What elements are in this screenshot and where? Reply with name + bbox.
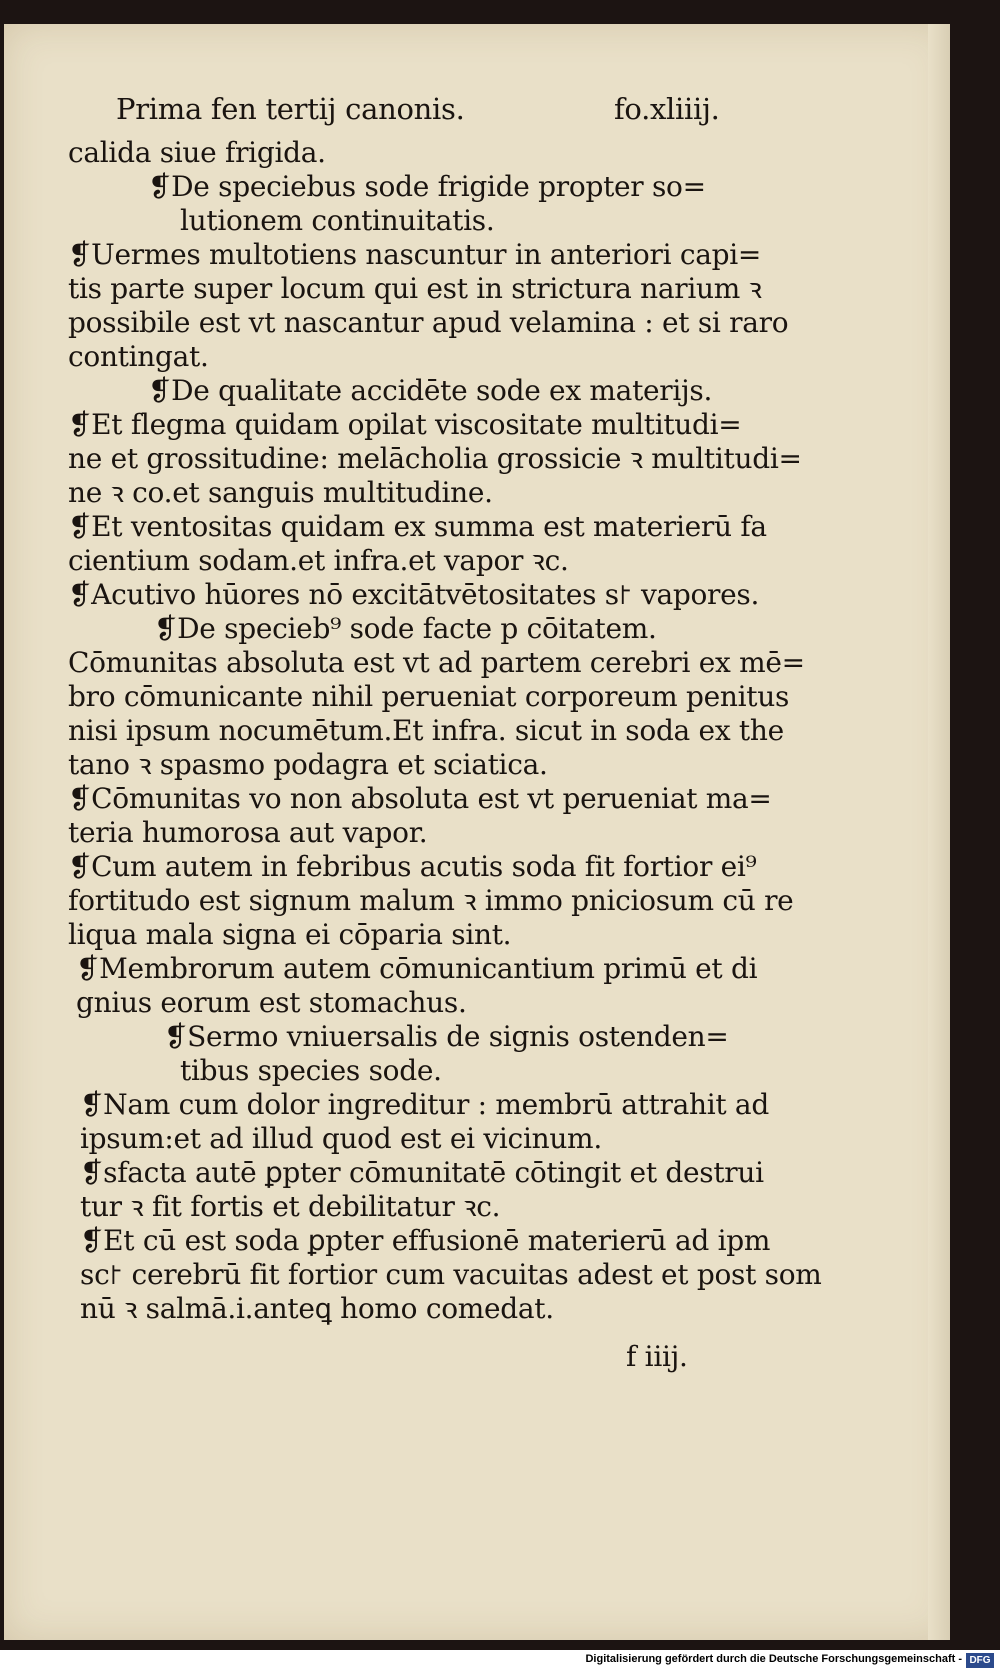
folio-number: fo.xliiij. <box>614 92 720 126</box>
text-line: ❡De specieb⁹ sode facte p cōitatem. <box>154 612 657 645</box>
text-line: tur ꝛ fit fortis et debilitatur ꝛc. <box>80 1190 501 1223</box>
text-line: sc꜓ cerebrū fit fortior cum vacuitas adest et post som <box>80 1258 822 1291</box>
text-line: liqua mala signa ei cōparia sint. <box>68 918 512 951</box>
dfg-logo: DFG <box>966 1653 994 1668</box>
text-line: ❡Et flegma quidam opilat viscositate multitudi= <box>68 408 742 441</box>
text-line: ❡De qualitate accidēte sode ex materijs. <box>148 374 713 407</box>
text-line: ne et grossitudine: melācholia grossicie ꝛ multitudi= <box>68 442 802 475</box>
text-line: tis parte super locum qui est in strictura narium ꝛ <box>68 272 762 305</box>
text-line: ❡Cōmunitas vo non absoluta est vt perueniat ma= <box>68 782 772 815</box>
text-line: ❡Uermes multotiens nascuntur in anteriori capi= <box>68 238 762 271</box>
page-text <box>4 24 950 1640</box>
text-line: ne ꝛ co.et sanguis multitudine. <box>68 476 493 509</box>
text-line: ❡Cum autem in febribus acutis soda fit fortior ei⁹ <box>68 850 757 883</box>
signature-mark: f iiij. <box>626 1340 688 1373</box>
text-line: Cōmunitas absoluta est vt ad partem cerebri ex mē= <box>68 646 805 679</box>
text-line: contingat. <box>68 340 209 373</box>
text-line: lutionem continuitatis. <box>180 204 495 237</box>
text-line: ipsum:et ad illud quod est ei vicinum. <box>80 1122 602 1155</box>
text-line: ❡De speciebus sode frigide propter so= <box>148 170 706 203</box>
text-line: bro cōmunicante nihil perueniat corporeum penitus <box>68 680 790 713</box>
text-line: ❡Et cū est soda ꝑpter effusionē materierū ad ipm <box>80 1224 771 1257</box>
digitization-footer <box>0 1650 1000 1672</box>
text-line: calida siue frigida. <box>68 136 326 169</box>
book-page <box>4 24 950 1640</box>
text-line: teria humorosa aut vapor. <box>68 816 428 849</box>
text-line: tano ꝛ spasmo podagra et sciatica. <box>68 748 548 781</box>
text-line: cientium sodam.et infra.et vapor ꝛc. <box>68 544 569 577</box>
text-line: ❡Et ventositas quidam ex summa est materierū fa <box>68 510 767 543</box>
text-line: gnius eorum est stomachus. <box>76 986 467 1019</box>
text-line: ❡sfacta autē ꝑpter cōmunitatē cōtingit et destrui <box>80 1156 764 1189</box>
dfg-credit-text: Digitalisierung gefördert durch die Deutsche Forschungsgemeinschaft - <box>585 1653 962 1665</box>
running-title: Prima fen tertij canonis. <box>116 92 465 126</box>
text-line: ❡Sermo vniuersalis de signis ostenden= <box>164 1020 729 1053</box>
text-line: nū ꝛ salmā.i.anteꝗ homo comedat. <box>80 1292 554 1325</box>
text-line: ❡Acutivo hūores nō excitātvētositates s꜓ vapores. <box>68 578 760 611</box>
text-line: tibus species sode. <box>180 1054 442 1087</box>
text-line: fortitudo est signum malum ꝛ immo pniciosum cū re <box>68 884 794 917</box>
text-line: possibile est vt nascantur apud velamina : et si raro <box>68 306 789 339</box>
text-line: ❡Membrorum autem cōmunicantium primū et di <box>76 952 758 985</box>
text-line: ❡Nam cum dolor ingreditur : membrū attrahit ad <box>80 1088 769 1121</box>
text-line: nisi ipsum nocumētum.Et infra. sicut in soda ex the <box>68 714 784 747</box>
